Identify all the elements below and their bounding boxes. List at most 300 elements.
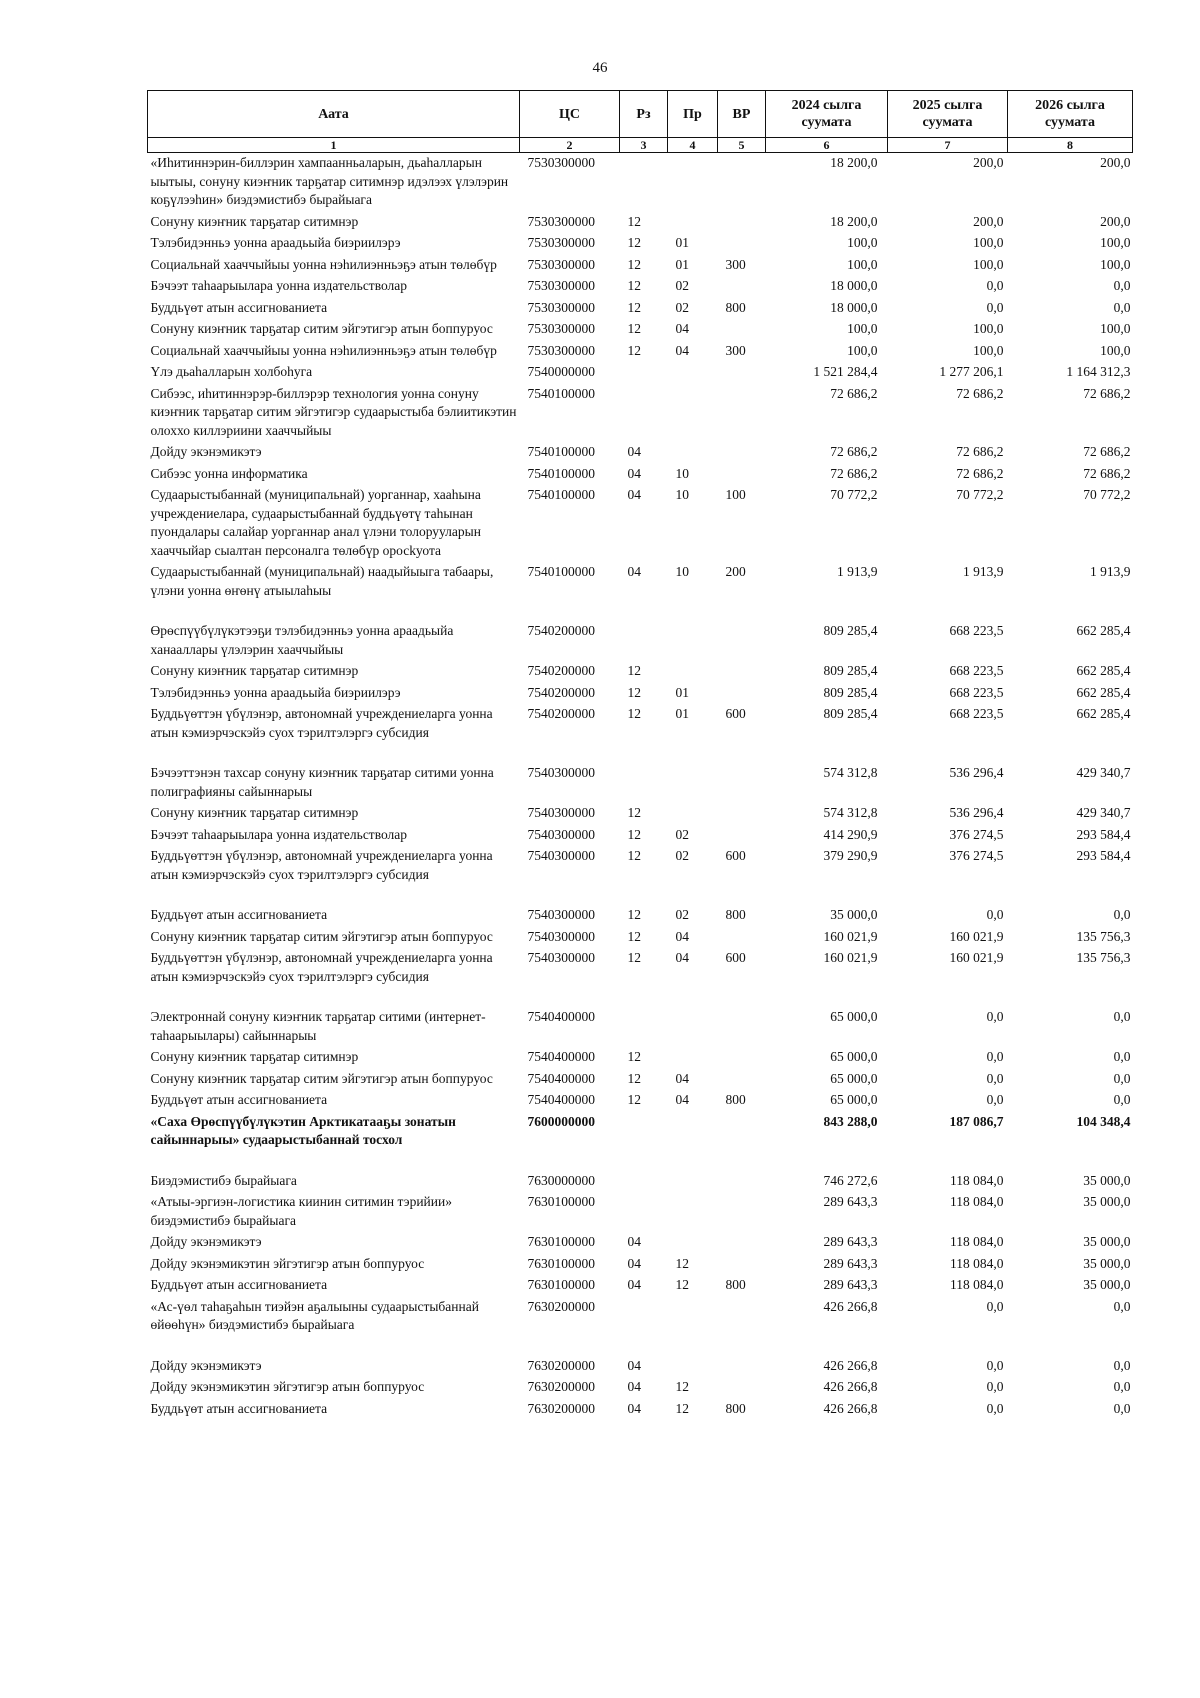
row-cs-code: 7530300000 [527, 256, 595, 272]
row-rz-code: 12 [627, 321, 641, 336]
row-rz-code: 12 [627, 907, 641, 922]
row-amount-2026: 0,0 [1113, 1049, 1131, 1064]
row-pr-code [668, 442, 718, 464]
row-amount-2026: 72 686,2 [1083, 444, 1131, 459]
row-cs-code: 7540300000 [527, 950, 595, 965]
row-rz-code [620, 362, 668, 384]
row-amount-2024: 414 290,9 [823, 826, 878, 842]
column-number: 1 [148, 138, 520, 153]
row-amount-2026: 70 772,2 [1083, 487, 1131, 502]
table-row [148, 1192, 1133, 1232]
row-vr-code [718, 1047, 766, 1069]
budget-table [147, 90, 1133, 1420]
header-rz: Рз [620, 91, 668, 138]
row-amount-2025: 72 686,2 [956, 444, 1004, 459]
row-amount-2025: 100,0 [973, 321, 1004, 336]
row-rz-code: 04 [627, 1234, 641, 1249]
row-amount-2026: 662 285,4 [1076, 684, 1131, 700]
row-amount-2025: 72 686,2 [956, 385, 1004, 401]
row-rz-code: 12 [627, 663, 641, 678]
row-amount-2025: 0,0 [986, 1357, 1004, 1373]
row-amount-2026: 0,0 [1113, 278, 1131, 293]
row-name: «Иһитиннэрин-биллэрин хампаанньаларын, дьаһалларын ыытыы, сонуну киэҥник тарҕатар ситимнэр идэлээх үлэлэрин коҕүлээһин» биэдэмистибэ бырайыага [150, 155, 509, 207]
row-amount-2024: 100,0 [847, 235, 878, 250]
row-cs-code: 7630200000 [527, 1400, 595, 1416]
row-amount-2025: 0,0 [986, 1400, 1004, 1416]
header-2025: 2025 сылга суумата [888, 91, 1008, 138]
row-name: Үлэ дьаһалларын холбоһуга [150, 364, 313, 379]
row-vr-code [718, 1254, 766, 1276]
row-pr-code: 10 [675, 465, 689, 481]
column-number: 4 [668, 138, 718, 153]
row-amount-2025: 0,0 [986, 299, 1004, 315]
row-cs-code: 7540400000 [527, 1092, 595, 1107]
table-row [148, 825, 1133, 847]
table-row [148, 485, 1133, 562]
row-name: Буддьүөт атын ассигнованиета [150, 1277, 328, 1292]
row-pr-code: 04 [675, 1092, 689, 1107]
row-name: «Ас-үөл таһаҕаһын тиэйэн аҕалыыны судаарыстыбаннай өйөөһүн» биэдэмистибэ бырайыага [150, 1298, 479, 1332]
table-body [148, 153, 1133, 1421]
row-rz-code: 12 [627, 342, 641, 358]
row-amount-2024: 18 200,0 [830, 155, 878, 170]
row-amount-2025: 0,0 [986, 1049, 1004, 1064]
row-amount-2024: 65 000,0 [830, 1009, 878, 1024]
row-amount-2024: 35 000,0 [830, 907, 878, 922]
row-rz-code: 12 [627, 848, 641, 863]
table-row [148, 153, 1133, 212]
row-pr-code [668, 362, 718, 384]
row-pr-code: 01 [675, 235, 689, 250]
row-name: Бэчээттэнэн тахсар сонуну киэҥник тарҕатар ситими уонна полиграфияны сайыннарыы [150, 765, 494, 799]
row-rz-code [620, 744, 668, 803]
row-vr-code [718, 384, 766, 443]
row-name: Буддьүөт атын ассигнованиета [150, 907, 328, 922]
row-amount-2026: 200,0 [1100, 213, 1131, 229]
row-cs-code: 7630200000 [527, 1379, 595, 1394]
row-vr-code: 800 [725, 1277, 746, 1292]
row-cs-code: 7530300000 [527, 235, 595, 250]
row-amount-2024: 1 521 284,4 [813, 364, 878, 379]
row-rz-code: 12 [627, 826, 641, 842]
row-vr-code [718, 1232, 766, 1254]
row-vr-code: 600 [725, 848, 746, 863]
row-cs-code: 7540200000 [527, 663, 595, 678]
row-rz-code [620, 384, 668, 443]
row-cs-code: 7540400000 [527, 1049, 595, 1064]
row-amount-2026: 100,0 [1100, 235, 1131, 250]
row-name: Сонуну киэҥник тарҕатар ситимнэр [150, 1049, 359, 1064]
table-row [148, 846, 1133, 886]
row-name: Социальнай хааччыйыы уонна нэһилиэнньэҕэ атын төлөбүр [150, 256, 497, 272]
row-amount-2024: 65 000,0 [830, 1070, 878, 1086]
row-amount-2024: 289 643,3 [823, 1194, 878, 1209]
row-vr-code [718, 988, 766, 1047]
table-row [148, 341, 1133, 363]
row-rz-code [620, 602, 668, 661]
row-pr-code: 04 [675, 1070, 689, 1086]
row-amount-2025: 118 084,0 [950, 1172, 1004, 1188]
row-vr-code [718, 1152, 766, 1193]
row-vr-code [718, 319, 766, 341]
row-amount-2024: 426 266,8 [823, 1298, 878, 1314]
row-rz-code: 12 [627, 1049, 641, 1064]
row-rz-code: 12 [627, 235, 641, 250]
row-amount-2024: 18 200,0 [830, 213, 878, 229]
row-vr-code [718, 1337, 766, 1378]
table-row [148, 1047, 1133, 1069]
row-amount-2025: 0,0 [986, 1009, 1004, 1024]
row-amount-2024: 809 285,4 [823, 663, 878, 678]
row-amount-2024: 289 643,3 [823, 1255, 878, 1271]
row-amount-2025: 0,0 [986, 1298, 1004, 1314]
row-amount-2026: 0,0 [1113, 1379, 1131, 1394]
row-amount-2026: 0,0 [1113, 907, 1131, 922]
row-amount-2026: 35 000,0 [1083, 1194, 1131, 1209]
table-row [148, 1069, 1133, 1091]
row-amount-2026: 35 000,0 [1083, 1234, 1131, 1249]
table-row [148, 1399, 1133, 1421]
row-name: Дойду экэнэмикэтэ [150, 1357, 262, 1373]
row-name: Судаарыстыбаннай (муниципальнай) уорганнар, хааһына учреждениелара, судаарыстыбаннай буддьүөтү таһынан пуондалары салайар уорганнар анал үлэни толорууларын хааччыйар сыалтан персоналга төлөбүр оросkуота [150, 487, 481, 558]
row-cs-code: 7530300000 [527, 299, 595, 315]
row-amount-2025: 668 223,5 [949, 623, 1004, 638]
row-rz-code [620, 1297, 668, 1337]
row-amount-2026: 135 756,3 [1076, 950, 1131, 965]
row-name: Буддьүөт атын ассигнованиета [150, 1400, 328, 1416]
row-amount-2025: 200,0 [973, 155, 1004, 170]
row-amount-2024: 18 000,0 [830, 278, 878, 293]
row-vr-code [718, 825, 766, 847]
row-cs-code: 7540100000 [527, 444, 595, 459]
row-cs-code: 7630000000 [527, 1172, 595, 1188]
row-pr-code [668, 1047, 718, 1069]
row-vr-code: 800 [725, 907, 746, 922]
row-name: Сибээс уонна информатика [150, 465, 308, 481]
row-amount-2026: 1 164 312,3 [1066, 364, 1131, 379]
row-pr-code [668, 1192, 718, 1232]
row-amount-2024: 160 021,9 [823, 950, 878, 965]
row-rz-code: 12 [627, 684, 641, 700]
row-amount-2025: 118 084,0 [950, 1194, 1004, 1209]
row-name: «Атыы-эргиэн-логистика киинин ситимин тэрийии» биэдэмистибэ бырайыага [150, 1194, 452, 1228]
row-amount-2025: 187 086,7 [949, 1113, 1004, 1129]
row-amount-2025: 100,0 [973, 256, 1004, 272]
row-amount-2025: 1 913,9 [963, 564, 1004, 579]
row-pr-code: 02 [675, 826, 689, 842]
row-vr-code: 800 [725, 299, 746, 315]
row-amount-2026: 0,0 [1113, 1357, 1131, 1373]
row-amount-2025: 0,0 [986, 278, 1004, 293]
row-amount-2026: 135 756,3 [1076, 928, 1131, 944]
row-vr-code [718, 1069, 766, 1091]
row-vr-code: 300 [725, 342, 746, 358]
row-amount-2026: 0,0 [1113, 1070, 1131, 1086]
row-amount-2024: 426 266,8 [823, 1400, 878, 1416]
row-amount-2024: 426 266,8 [823, 1357, 878, 1373]
row-rz-code [620, 1112, 668, 1152]
row-amount-2026: 35 000,0 [1083, 1172, 1131, 1188]
row-amount-2026: 662 285,4 [1076, 663, 1131, 678]
table-row [148, 803, 1133, 825]
row-amount-2024: 1 913,9 [837, 564, 878, 579]
row-amount-2024: 289 643,3 [823, 1277, 878, 1292]
row-amount-2024: 289 643,3 [823, 1234, 878, 1249]
row-cs-code: 7540100000 [527, 465, 595, 481]
row-cs-code: 7530300000 [527, 321, 595, 336]
row-amount-2024: 574 312,8 [823, 805, 878, 820]
row-pr-code [668, 1297, 718, 1337]
row-amount-2026: 662 285,4 [1076, 623, 1131, 638]
table-row [148, 1337, 1133, 1378]
row-cs-code: 7630200000 [527, 1357, 595, 1373]
row-cs-code: 7540300000 [527, 848, 595, 863]
row-pr-code: 10 [675, 487, 689, 502]
row-amount-2025: 118 084,0 [950, 1255, 1004, 1271]
table-row [148, 319, 1133, 341]
row-cs-code: 7540300000 [527, 765, 595, 780]
row-pr-code [668, 744, 718, 803]
row-cs-code: 7540100000 [527, 385, 595, 401]
table-row [148, 661, 1133, 683]
table-row [148, 1377, 1133, 1399]
row-rz-code: 12 [627, 1070, 641, 1086]
table-row [148, 1275, 1133, 1297]
row-name: «Саха Өрөспүүбүлүкэтин Арктикатааҕы зонатын сайыннарыы» судаарыстыбаннай тосхол [150, 1113, 456, 1147]
header-vr: ВР [718, 91, 766, 138]
row-name: Сонуну киэҥник тарҕатар ситимнэр [150, 663, 359, 678]
row-amount-2026: 1 913,9 [1090, 564, 1131, 579]
table-row [148, 384, 1133, 443]
row-rz-code [620, 988, 668, 1047]
row-name: Сонуну киэҥник тарҕатар ситим эйгэтигэр атын боппуруос [150, 321, 493, 336]
row-cs-code: 7530300000 [527, 342, 595, 358]
row-pr-code: 04 [675, 950, 689, 965]
row-rz-code: 12 [627, 928, 641, 944]
row-vr-code [718, 212, 766, 234]
table-header [148, 91, 1133, 153]
row-amount-2024: 426 266,8 [823, 1379, 878, 1394]
row-amount-2025: 668 223,5 [949, 684, 1004, 700]
row-vr-code [718, 744, 766, 803]
row-vr-code [718, 927, 766, 949]
row-rz-code: 12 [627, 278, 641, 293]
column-number: 7 [888, 138, 1008, 153]
row-name: Сонуну киэҥник тарҕатар ситимнэр [150, 805, 359, 820]
row-rz-code: 12 [627, 805, 641, 820]
row-name: Бэчээт таһаарыылара уонна издательстволар [150, 278, 408, 293]
table-row [148, 988, 1133, 1047]
row-vr-code: 600 [725, 706, 746, 721]
row-amount-2026: 104 348,4 [1076, 1113, 1131, 1129]
row-rz-code [620, 1152, 668, 1193]
row-pr-code [668, 803, 718, 825]
row-amount-2025: 0,0 [986, 1070, 1004, 1086]
row-pr-code [668, 153, 718, 212]
row-amount-2024: 65 000,0 [830, 1049, 878, 1064]
table-row [148, 1152, 1133, 1193]
row-amount-2026: 200,0 [1100, 155, 1131, 170]
row-pr-code [668, 1152, 718, 1193]
row-amount-2026: 0,0 [1113, 1092, 1131, 1107]
row-name: Тэлэбидэнньэ уонна араадьыйа биэриилэрэ [150, 684, 401, 700]
header-name: Аата [148, 91, 520, 138]
row-amount-2024: 70 772,2 [830, 487, 878, 502]
row-amount-2025: 118 084,0 [950, 1277, 1004, 1292]
row-amount-2026: 0,0 [1113, 1009, 1131, 1024]
row-amount-2025: 1 277 206,1 [939, 364, 1004, 379]
row-rz-code: 04 [627, 1379, 641, 1394]
row-cs-code: 7530300000 [527, 213, 595, 229]
row-amount-2024: 809 285,4 [823, 684, 878, 700]
row-cs-code: 7530300000 [527, 278, 595, 293]
row-amount-2024: 65 000,0 [830, 1092, 878, 1107]
row-name: Тэлэбидэнньэ уонна араадьыйа биэриилэрэ [150, 235, 401, 250]
row-amount-2025: 72 686,2 [956, 465, 1004, 481]
row-amount-2025: 100,0 [973, 235, 1004, 250]
row-name: Дойду экэнэмикэтэ [150, 444, 262, 459]
row-cs-code: 7630100000 [527, 1255, 595, 1271]
row-pr-code: 12 [675, 1255, 689, 1271]
row-amount-2025: 668 223,5 [949, 706, 1004, 721]
column-number: 8 [1008, 138, 1133, 153]
row-rz-code: 04 [627, 1255, 641, 1271]
row-vr-code [718, 803, 766, 825]
row-vr-code [718, 276, 766, 298]
row-cs-code: 7540200000 [527, 684, 595, 700]
row-amount-2025: 668 223,5 [949, 663, 1004, 678]
row-amount-2025: 160 021,9 [949, 928, 1004, 944]
row-cs-code: 7630100000 [527, 1194, 595, 1209]
row-amount-2026: 35 000,0 [1083, 1255, 1131, 1271]
row-cs-code: 7540300000 [527, 907, 595, 922]
row-vr-code [718, 661, 766, 683]
row-pr-code [668, 1232, 718, 1254]
row-vr-code [718, 1377, 766, 1399]
row-pr-code [668, 602, 718, 661]
row-amount-2024: 72 686,2 [830, 465, 878, 481]
row-name: Буддьүөт атын ассигнованиета [150, 1092, 328, 1107]
row-pr-code: 04 [675, 928, 689, 944]
row-pr-code: 12 [675, 1277, 689, 1292]
row-amount-2026: 72 686,2 [1083, 385, 1131, 401]
table-row [148, 442, 1133, 464]
row-rz-code: 12 [627, 706, 641, 721]
row-pr-code: 12 [675, 1379, 689, 1394]
row-amount-2026: 0,0 [1113, 299, 1131, 315]
row-vr-code: 300 [725, 256, 746, 272]
row-amount-2026: 100,0 [1100, 256, 1131, 272]
column-number-row [148, 138, 1133, 153]
table-row [148, 948, 1133, 988]
row-cs-code: 7540200000 [527, 623, 595, 638]
table-row [148, 602, 1133, 661]
row-rz-code: 04 [627, 1400, 641, 1416]
row-cs-code: 7540300000 [527, 826, 595, 842]
row-amount-2024: 809 285,4 [823, 706, 878, 721]
table-row [148, 1090, 1133, 1112]
row-cs-code: 7630200000 [527, 1298, 595, 1314]
row-rz-code: 12 [627, 950, 641, 965]
row-amount-2025: 118 084,0 [950, 1234, 1004, 1249]
row-pr-code: 04 [675, 321, 689, 336]
table-row [148, 362, 1133, 384]
row-pr-code: 10 [675, 564, 689, 579]
column-number: 6 [766, 138, 888, 153]
row-vr-code: 100 [725, 487, 746, 502]
row-amount-2024: 100,0 [847, 321, 878, 336]
row-amount-2024: 72 686,2 [830, 444, 878, 459]
row-cs-code: 7540400000 [527, 1009, 595, 1024]
row-amount-2026: 429 340,7 [1076, 805, 1131, 820]
row-amount-2025: 160 021,9 [949, 950, 1004, 965]
row-cs-code: 7530300000 [527, 155, 595, 170]
row-pr-code [668, 988, 718, 1047]
row-vr-code [718, 442, 766, 464]
header-row [148, 91, 1133, 138]
table-row [148, 886, 1133, 927]
header-2024: 2024 сылга суумата [766, 91, 888, 138]
table-row [148, 255, 1133, 277]
row-amount-2024: 843 288,0 [823, 1113, 878, 1129]
row-pr-code: 04 [675, 342, 689, 358]
row-pr-code: 02 [675, 848, 689, 863]
row-name: Буддьүөттэн үбүлэнэр, автономнай учреждениеларга уонна атын кэмиэрчэскэйэ суох тэрилтэлэргэ субсидия [150, 950, 493, 984]
table-row [148, 744, 1133, 803]
row-amount-2026: 293 584,4 [1076, 826, 1131, 842]
row-amount-2024: 72 686,2 [830, 385, 878, 401]
row-vr-code [718, 362, 766, 384]
row-vr-code [718, 153, 766, 212]
table-row [148, 233, 1133, 255]
table-row [148, 562, 1133, 602]
column-number: 5 [718, 138, 766, 153]
row-name: Социальнай хааччыйыы уонна нэһилиэнньэҕэ атын төлөбүр [150, 342, 497, 358]
row-amount-2024: 746 272,6 [823, 1172, 878, 1188]
row-pr-code: 12 [675, 1400, 689, 1416]
table-row [148, 212, 1133, 234]
row-rz-code: 04 [627, 487, 641, 502]
row-vr-code [718, 1112, 766, 1152]
row-rz-code: 04 [627, 564, 641, 579]
row-amount-2026: 293 584,4 [1076, 848, 1131, 863]
row-rz-code: 04 [627, 1277, 641, 1292]
table-row [148, 464, 1133, 486]
row-rz-code: 04 [627, 1357, 641, 1373]
row-rz-code: 12 [627, 256, 641, 272]
row-vr-code: 800 [725, 1092, 746, 1107]
row-amount-2024: 100,0 [847, 342, 878, 358]
row-amount-2025: 376 274,5 [949, 826, 1004, 842]
row-rz-code: 12 [627, 299, 641, 315]
row-amount-2024: 160 021,9 [823, 928, 878, 944]
row-name: Судаарыстыбаннай (муниципальнай) наадыйыыга табаары, үлэни уонна өҥөнү атыылаһыы [150, 564, 494, 598]
row-vr-code: 600 [725, 950, 746, 965]
row-cs-code: 7630100000 [527, 1277, 595, 1292]
row-cs-code: 7540100000 [527, 487, 595, 502]
table-row [148, 298, 1133, 320]
row-pr-code: 02 [675, 278, 689, 293]
row-cs-code: 7540100000 [527, 564, 595, 579]
row-amount-2025: 200,0 [973, 213, 1004, 229]
row-rz-code: 04 [627, 465, 641, 481]
row-name: Буддьүөттэн үбүлэнэр, автономнай учреждениеларга уонна атын кэмиэрчэскэйэ суох тэрилтэлэргэ субсидия [150, 848, 493, 882]
row-pr-code: 02 [675, 299, 689, 315]
row-amount-2026: 35 000,0 [1083, 1277, 1131, 1292]
row-amount-2026: 72 686,2 [1083, 465, 1131, 481]
row-name: Дойду экэнэмикэтин эйгэтигэр атын боппуруос [150, 1379, 425, 1394]
row-name: Сонуну киэҥник тарҕатар ситимнэр [150, 213, 359, 229]
